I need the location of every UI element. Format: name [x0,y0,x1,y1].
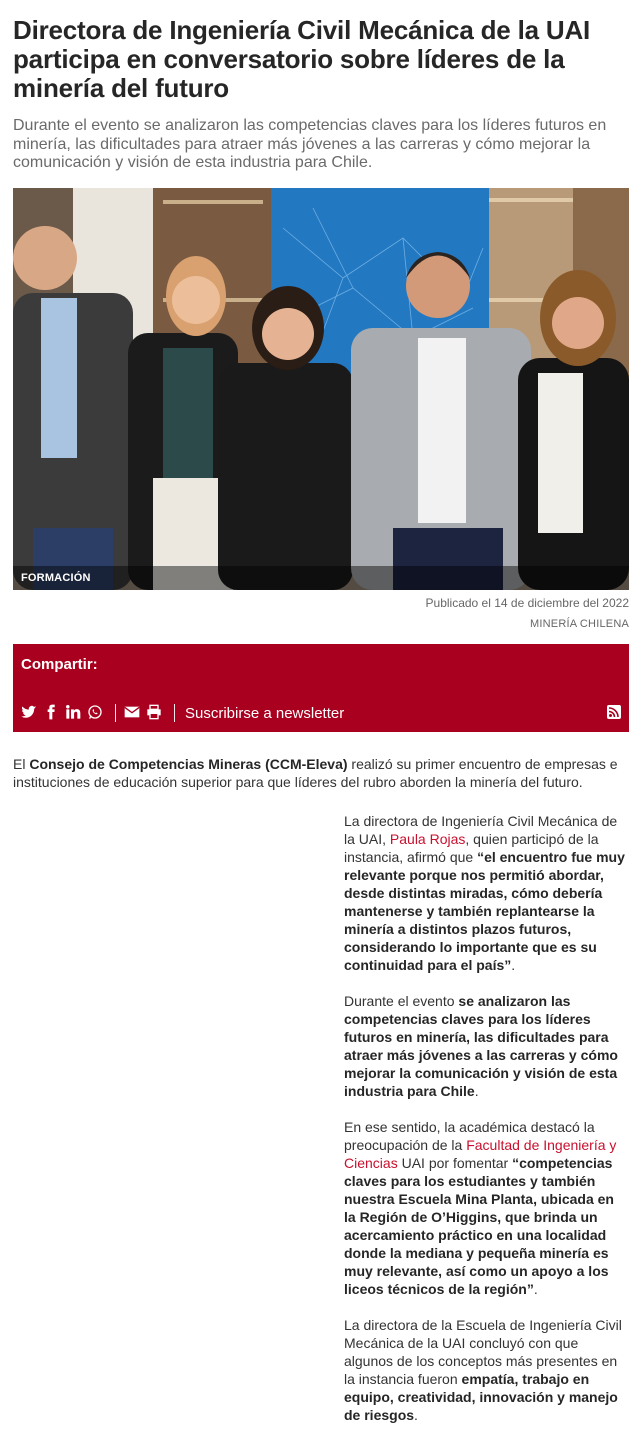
source-label: MINERÍA CHILENA [530,618,629,630]
p3-text-end: . [533,1281,538,1297]
group-photo-illustration [13,188,629,590]
linkedin-icon[interactable] [65,704,83,722]
print-icon[interactable] [146,704,164,722]
faculty-link[interactable]: Facultad de Ingeniería y Ciencias [344,1137,617,1171]
share-bar [13,644,629,732]
intro-bold: Consejo de Competencias Mineras (CCM-Eleva) [29,756,348,772]
paragraph-1 [344,812,629,974]
article-body-column [344,812,629,1442]
rss-icon[interactable] [607,705,621,719]
whatsapp-icon[interactable] [87,704,105,722]
category-label: FORMACIÓN [21,572,91,584]
p2-text: Durante el evento [344,993,459,1009]
p1-text-mid: , quien participó de la instancia, afirmó que [344,831,599,865]
twitter-icon[interactable] [21,704,39,722]
p1-text-end: . [511,957,516,973]
p2-bold: se analizaron las competencias claves para los líderes futuros en minería, las dificultades para atraer más jóvenes a las carreras y cómo mejorar la comunicación y visión de esta industria para Chile [344,993,618,1099]
paragraph-2 [344,992,629,1100]
paragraph-4 [344,1316,629,1424]
p3-text: En ese sentido, la académica destacó la preocupación de la [344,1119,595,1153]
article-intro [13,755,628,791]
category-tag[interactable] [13,566,629,590]
newsletter-link[interactable]: Suscribirse a newsletter [185,704,345,722]
intro-text-end: realizó su primer encuentro de empresas e instituciones de educación superior para que líderes del rubro aborden la minería del futuro. [13,756,618,790]
share-divider [115,704,116,722]
article-lead: Durante el evento se analizaron las competencias claves para los líderes futuros en minería, las dificultades para atraer más jóvenes a las carreras y cómo mejorar la comunicación y visión de esta industria para Chile. [13,117,607,171]
p3-quote: “competencias claves para los estudiantes y también nuestra Escuela Mina Planta, ubicada en la Región de O’Higgins, que brinda un acercamiento práctico en una localidad donde la mediana y pequeña minería es muy relevante, así como un apoyo a los liceos técnicos de la región” [344,1155,614,1297]
share-label: Compartir: [21,656,98,673]
share-divider [174,704,175,722]
p1-text: La directora de Ingeniería Civil Mecánica de la UAI, [344,813,618,847]
p2-text-end: . [474,1083,479,1099]
mail-icon[interactable] [124,704,142,722]
share-icons-row [21,702,344,724]
article-title: Directora de Ingeniería Civil Mecánica de la UAI participa en conversatorio sobre líderes de la minería del futuro [13,15,591,103]
paula-rojas-link[interactable]: Paula Rojas [389,831,466,847]
intro-text: El [13,756,30,772]
p3-text-mid: UAI por fomentar [397,1155,513,1171]
p4-text-end: . [414,1407,418,1423]
p4-text: La directora de la Escuela de Ingeniería Civil Mecánica de la UAI concluyó con que algunos de los conceptos más presentes en la instancia fueron [344,1317,622,1387]
p1-quote: “el encuentro fue muy relevante porque nos permitió abordar, desde distintas miradas, cómo debería mantenerse y también replantearse la minería a distintos plazos futuros, considerando lo importante que es su continuidad para el país” [344,849,625,973]
facebook-icon[interactable] [43,704,61,722]
paragraph-3 [344,1118,629,1298]
p4-bold: empatía, trabajo en equipo, creatividad, innovación y manejo de riesgos [344,1371,618,1423]
published-date: Publicado el 14 de diciembre del 2022 [425,596,629,610]
article-photo [13,188,629,590]
